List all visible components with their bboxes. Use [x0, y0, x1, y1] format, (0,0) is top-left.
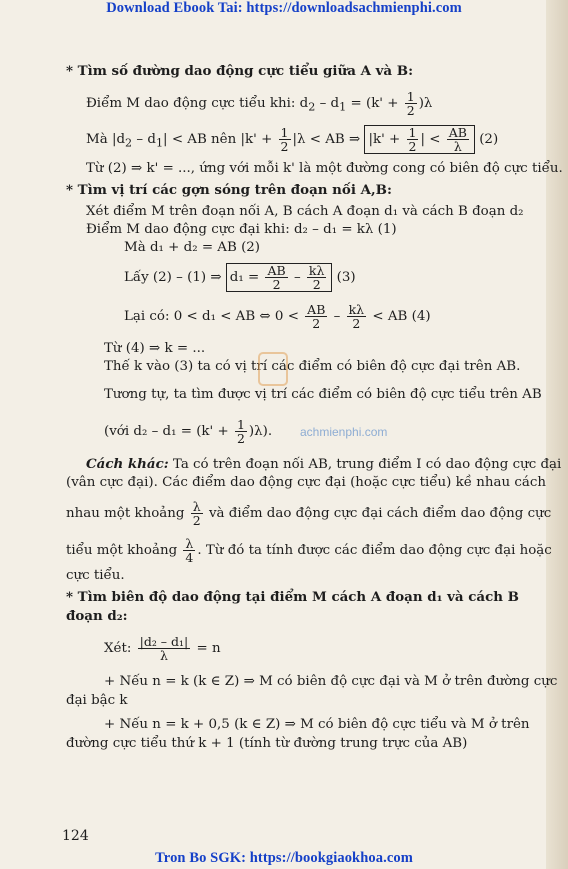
section-heading-minima-count: * Tìm số đường dao động cực tiểu giữa A và B: — [66, 63, 414, 79]
d1-formula-line: Lấy (2) – (1) ⇒ d₁ = $\frac{AB}{2}$ – $\frac{k\lambda}{2}$ (3) — [124, 263, 356, 292]
section-heading-amplitude-cont: đoạn d₂: — [66, 608, 128, 624]
sum-equation-line: Mà d₁ + d₂ = AB (2) — [124, 240, 261, 255]
watermark-text: achmienphi.com — [300, 425, 388, 439]
with-condition-line: (với d₂ – d₁ = (k' + $\frac{1}{2}$ )λ). — [104, 417, 273, 446]
top-download-banner[interactable]: Download Ebook Tai: https://downloadsachmienphi.com — [106, 0, 462, 16]
watermark-logo — [258, 352, 288, 386]
k-from-4-line: Từ (4) ⇒ k = ... — [104, 341, 206, 356]
max-condition-line: Điểm M dao động cực đại khi: d₂ – d₁ = kλ (1) — [86, 222, 397, 237]
case-integer-line: + Nếu n = k (k ∈ Z) ⇒ M có biên độ cực đại và M ở trên đường cực — [104, 674, 558, 689]
alternative-line-5: cực tiểu. — [66, 568, 125, 583]
min-condition-line: Điểm M dao động cực tiểu khi: $d_2 - d_1 = (k'$ + $\frac{1}{2}$ )λ — [86, 89, 433, 118]
case-half-line: + Nếu n = k + 0,5 (k ∈ Z) ⇒ M có biên độ cực tiểu và M ở trên — [104, 717, 530, 732]
min-inequality-line: Mà $|d_2 - d_1|$ < AB nên |k' + $\frac{1}{2}$ |λ < AB ⇒ |k' + $\frac{1}{2}$ | < $\frac{AB}{\lambda}$ (2) — [86, 125, 499, 154]
facing-page-edge — [546, 0, 568, 869]
boxed-inequality-2: |k' + $\frac{1}{2}$ | < $\frac{AB}{\lambda}$ — [364, 125, 474, 154]
substitute-k-line: Thế k vào (3) ta có vị trí các điểm có biên độ cực đại trên AB. — [104, 359, 521, 374]
bound-inequality-line: Lại có: 0 < d₁ < AB ⇔ 0 < $\frac{AB}{2}$ – $\frac{k\lambda}{2}$ < AB (4) — [124, 302, 431, 331]
bottom-sgk-banner[interactable]: Tron Bo SGK: https://bookgiaokhoa.com — [155, 850, 413, 866]
case-integer-line-2: đại bậc k — [66, 693, 128, 708]
section-heading-ripple-positions: * Tìm vị trí các gợn sóng trên đoạn nối A,B: — [66, 182, 392, 198]
alternative-line-4: tiểu một khoảng $\frac{\lambda}{4}$ . Từ đó ta tính được các điểm dao động cực đại hoặc — [66, 536, 552, 565]
case-half-line-2: đường cực tiểu thứ k + 1 (tính từ đường trung trực của AB) — [66, 736, 468, 751]
section-heading-amplitude: * Tìm biên độ dao động tại điểm M cách A đoạn d₁ và cách B — [66, 589, 519, 605]
alternative-line-2: (vân cực đại). Các điểm dao động cực đại (hoặc cực tiểu) kề nhau cách — [66, 475, 546, 490]
alternative-line-3: nhau một khoảng $\frac{\lambda}{2}$ và điểm dao động cực đại cách điểm dao động cực — [66, 499, 552, 528]
fraction-half: $\frac{1}{2}$ — [406, 89, 415, 118]
page-number: 124 — [62, 828, 89, 844]
min-conclusion-line: Từ (2) ⇒ k' = ..., ứng với mỗi k' là một đường cong có biên độ cực tiểu. — [86, 161, 563, 176]
consider-point-line: Xét điểm M trên đoạn nối A, B cách A đoạn d₁ và cách B đoạn d₂ — [86, 204, 524, 219]
ratio-n-line: Xét: $\frac{\text{|d₂ – d₁|}}{\lambda}$ = n — [104, 634, 221, 663]
boxed-d1-formula: d₁ = $\frac{AB}{2}$ – $\frac{k\lambda}{2}$ — [226, 263, 333, 292]
similarly-minima-line: Tương tự, ta tìm được vị trí các điểm có biên độ cực tiểu trên AB — [104, 387, 542, 402]
alternative-method-line: Cách khác: Ta có trên đoạn nối AB, trung điểm I có dao động cực đại — [86, 456, 562, 472]
